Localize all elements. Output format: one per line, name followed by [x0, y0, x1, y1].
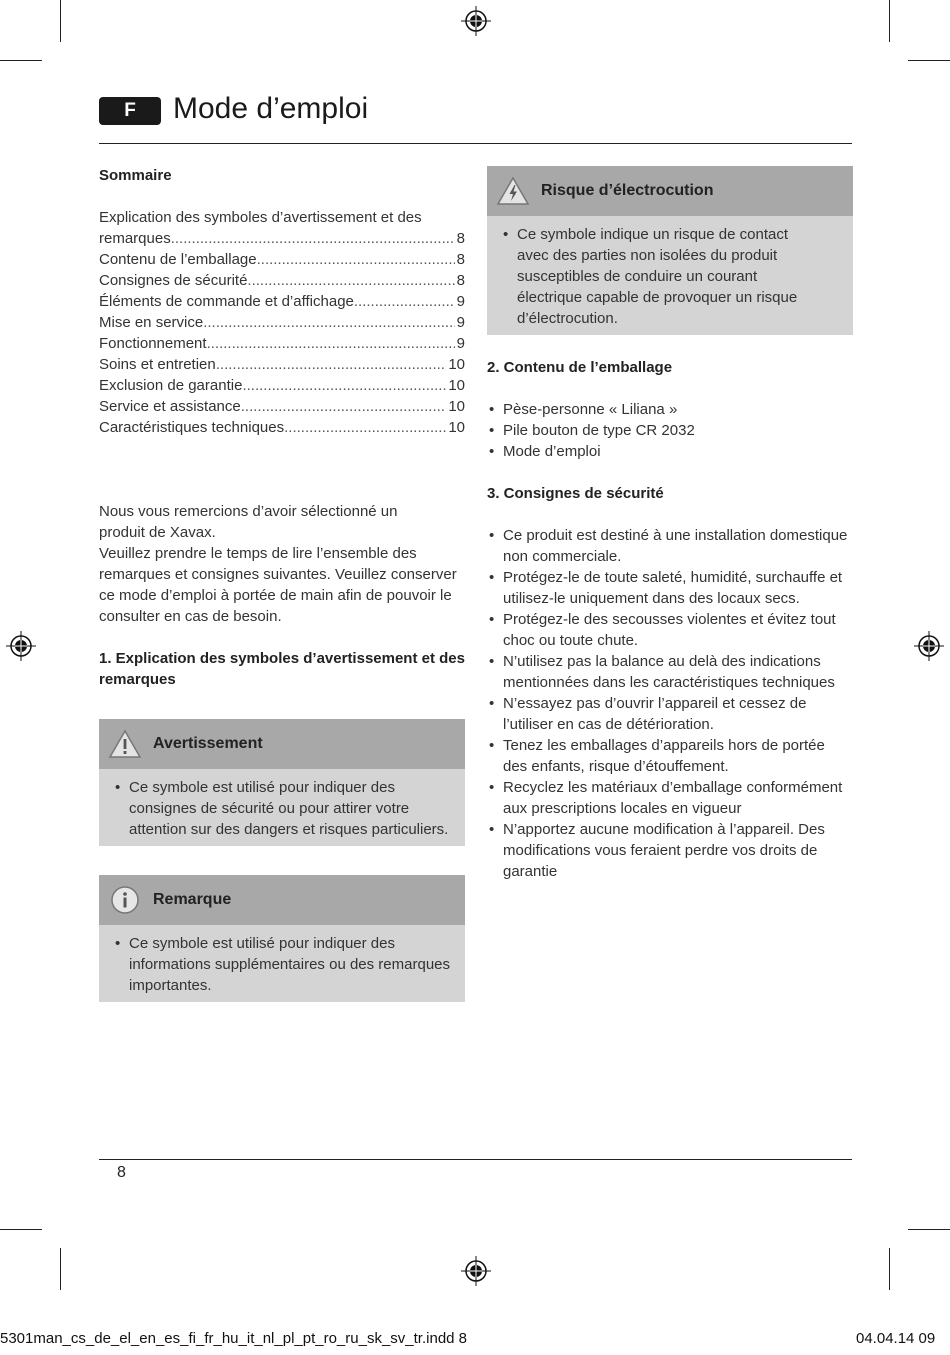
safety-instruction-item: • N’utilisez pas la balance au delà des indications mentionnées dans les caractéristiques techniques — [487, 651, 853, 693]
table-of-contents — [99, 228, 465, 438]
info-icon — [107, 882, 143, 918]
toc-entry — [99, 228, 465, 249]
toc-entry-page: 8 — [456, 251, 465, 268]
note-box-header — [99, 875, 465, 925]
toc-entry-page: 9 — [456, 293, 465, 310]
warning-box-header — [99, 719, 465, 769]
toc-entry-page: 10 — [448, 377, 465, 394]
crop-mark — [908, 1229, 950, 1230]
footer-rule — [99, 1159, 852, 1160]
registration-mark-icon — [461, 6, 491, 36]
package-contents-item: • Mode d’emploi — [487, 441, 853, 462]
warning-triangle-icon — [107, 726, 143, 762]
shock-warning-box-header — [487, 166, 853, 216]
section-heading: 3. Consignes de sécurité — [487, 485, 664, 502]
warning-box — [99, 719, 465, 846]
note-box — [99, 875, 465, 1002]
crop-mark — [60, 1248, 61, 1290]
warning-box-text: • Ce symbole est utilisé pour indiquer des consignes de sécurité ou pour attirer votre attention sur des dangers et risques particuliers. — [113, 777, 451, 840]
note-box-title: Remarque — [153, 891, 232, 908]
page-title: Mode d’emploi — [173, 92, 369, 125]
shock-warning-box-text: • Ce symbole indique un risque de contact avec des parties non isolées du produit susceptibles de conduire un courant électrique capable de provoquer un risque d’électrocution. — [501, 224, 839, 329]
left-column — [99, 160, 465, 1002]
safety-instruction-item: • Ce produit est destiné à une installation domestique non commerciale. — [487, 525, 853, 567]
print-slug-filename: 5301man_cs_de_el_en_es_fi_fr_hu_it_nl_pl_pt_ro_ru_sk_sv_tr.indd 8 — [0, 1330, 468, 1347]
section-heading: 1. Explication des symboles d’avertissement et des remarques — [99, 650, 465, 688]
crop-mark — [0, 1229, 42, 1230]
package-contents-item: • Pèse-personne « Liliana » — [487, 399, 853, 420]
safety-instruction-item: • Protégez-le des secousses violentes et évitez tout choc ou toute chute. — [487, 609, 853, 651]
toc-leader-dots — [216, 354, 447, 375]
toc-entry-label: Service et assistance — [99, 398, 241, 415]
toc-entry — [99, 333, 465, 354]
safety-instruction-item: • Recyclez les matériaux d’emballage conformément aux prescriptions locales en vigueur — [487, 777, 853, 819]
intro-paragraph: Nous vous remercions d’avoir sélectionné un produit de Xavax. — [99, 503, 398, 541]
package-contents-item: • Pile bouton de type CR 2032 — [487, 420, 853, 441]
safety-instruction-item: • N’essayez pas d’ouvrir l’appareil et cessez de l’utiliser en cas de détérioration. — [487, 693, 853, 735]
warning-box-title: Avertissement — [153, 735, 263, 752]
crop-mark — [60, 0, 61, 42]
section-heading: 2. Contenu de l’emballage — [487, 359, 673, 376]
toc-leader-dots — [247, 270, 454, 291]
crop-mark — [0, 60, 42, 61]
toc-entry — [99, 354, 465, 375]
registration-mark-icon — [914, 631, 944, 661]
toc-entry-page: 10 — [448, 356, 465, 373]
package-contents-list — [487, 399, 853, 462]
right-column — [487, 166, 853, 882]
toc-entry — [99, 375, 465, 396]
toc-leader-dots — [284, 417, 446, 438]
toc-entry-page: 10 — [448, 419, 465, 436]
toc-entry — [99, 291, 465, 312]
toc-entry — [99, 270, 465, 291]
toc-entry — [99, 417, 465, 438]
toc-entry-label: Fonctionnement — [99, 335, 207, 352]
toc-first-line: Explication des symboles d’avertissement et des — [99, 209, 422, 226]
toc-leader-dots — [242, 375, 446, 396]
toc-leader-dots — [203, 312, 454, 333]
toc-entry-label: Éléments de commande et d’affichage — [99, 293, 354, 310]
toc-entry-label: Caractéristiques techniques — [99, 419, 285, 436]
toc-entry-label: Exclusion de garantie — [99, 377, 243, 394]
toc-entry-page: 9 — [456, 314, 465, 331]
toc-entry — [99, 249, 465, 270]
safety-instruction-item: • Protégez-le de toute saleté, humidité, surchauffe et utilisez-le uniquement dans des locaux secs. — [487, 567, 853, 609]
crop-mark — [889, 1248, 890, 1290]
language-badge: F — [99, 97, 161, 125]
header-rule — [99, 143, 852, 144]
toc-entry-page: 9 — [456, 335, 465, 352]
toc-entry-label: Soins et entretien — [99, 356, 216, 373]
toc-heading: Sommaire — [99, 167, 172, 184]
page-number: 8 — [117, 1164, 126, 1181]
print-slug-date: 04.04.14 09 — [856, 1330, 936, 1347]
toc-leader-dots — [257, 249, 455, 270]
toc-entry-page: 8 — [456, 272, 465, 289]
toc-leader-dots — [207, 333, 455, 354]
toc-entry-page: 8 — [456, 230, 465, 247]
crop-mark — [889, 0, 890, 42]
safety-instruction-item: • Tenez les emballages d’appareils hors de portée des enfants, risque d’étouffement. — [487, 735, 853, 777]
toc-leader-dots — [171, 228, 455, 249]
toc-entry — [99, 312, 465, 333]
toc-entry-label: remarques — [99, 230, 171, 247]
safety-instruction-item: • N’apportez aucune modification à l’appareil. Des modifications vous feraient perdre vos droits de garantie — [487, 819, 853, 882]
toc-entry — [99, 396, 465, 417]
shock-warning-box-title: Risque d’électrocution — [541, 182, 714, 199]
crop-mark — [908, 60, 950, 61]
toc-entry-page: 10 — [448, 398, 465, 415]
safety-instructions-list — [487, 525, 853, 882]
toc-entry-label: Contenu de l’emballage — [99, 251, 257, 268]
electric-shock-warning-icon — [495, 173, 531, 209]
toc-entry-label: Consignes de sécurité — [99, 272, 248, 289]
registration-mark-icon — [6, 631, 36, 661]
toc-entry-label: Mise en service — [99, 314, 204, 331]
toc-leader-dots — [241, 396, 447, 417]
shock-warning-box — [487, 166, 853, 335]
intro-paragraph: Veuillez prendre le temps de lire l’ensemble des remarques et consignes suivantes. Veuillez conserver ce mode d’emploi à portée de main afin de pouvoir le consulter en cas de besoin. — [99, 545, 457, 625]
registration-mark-icon — [461, 1256, 491, 1286]
note-box-text: • Ce symbole est utilisé pour indiquer des informations supplémentaires ou des remarques importantes. — [113, 933, 451, 996]
toc-leader-dots — [354, 291, 455, 312]
